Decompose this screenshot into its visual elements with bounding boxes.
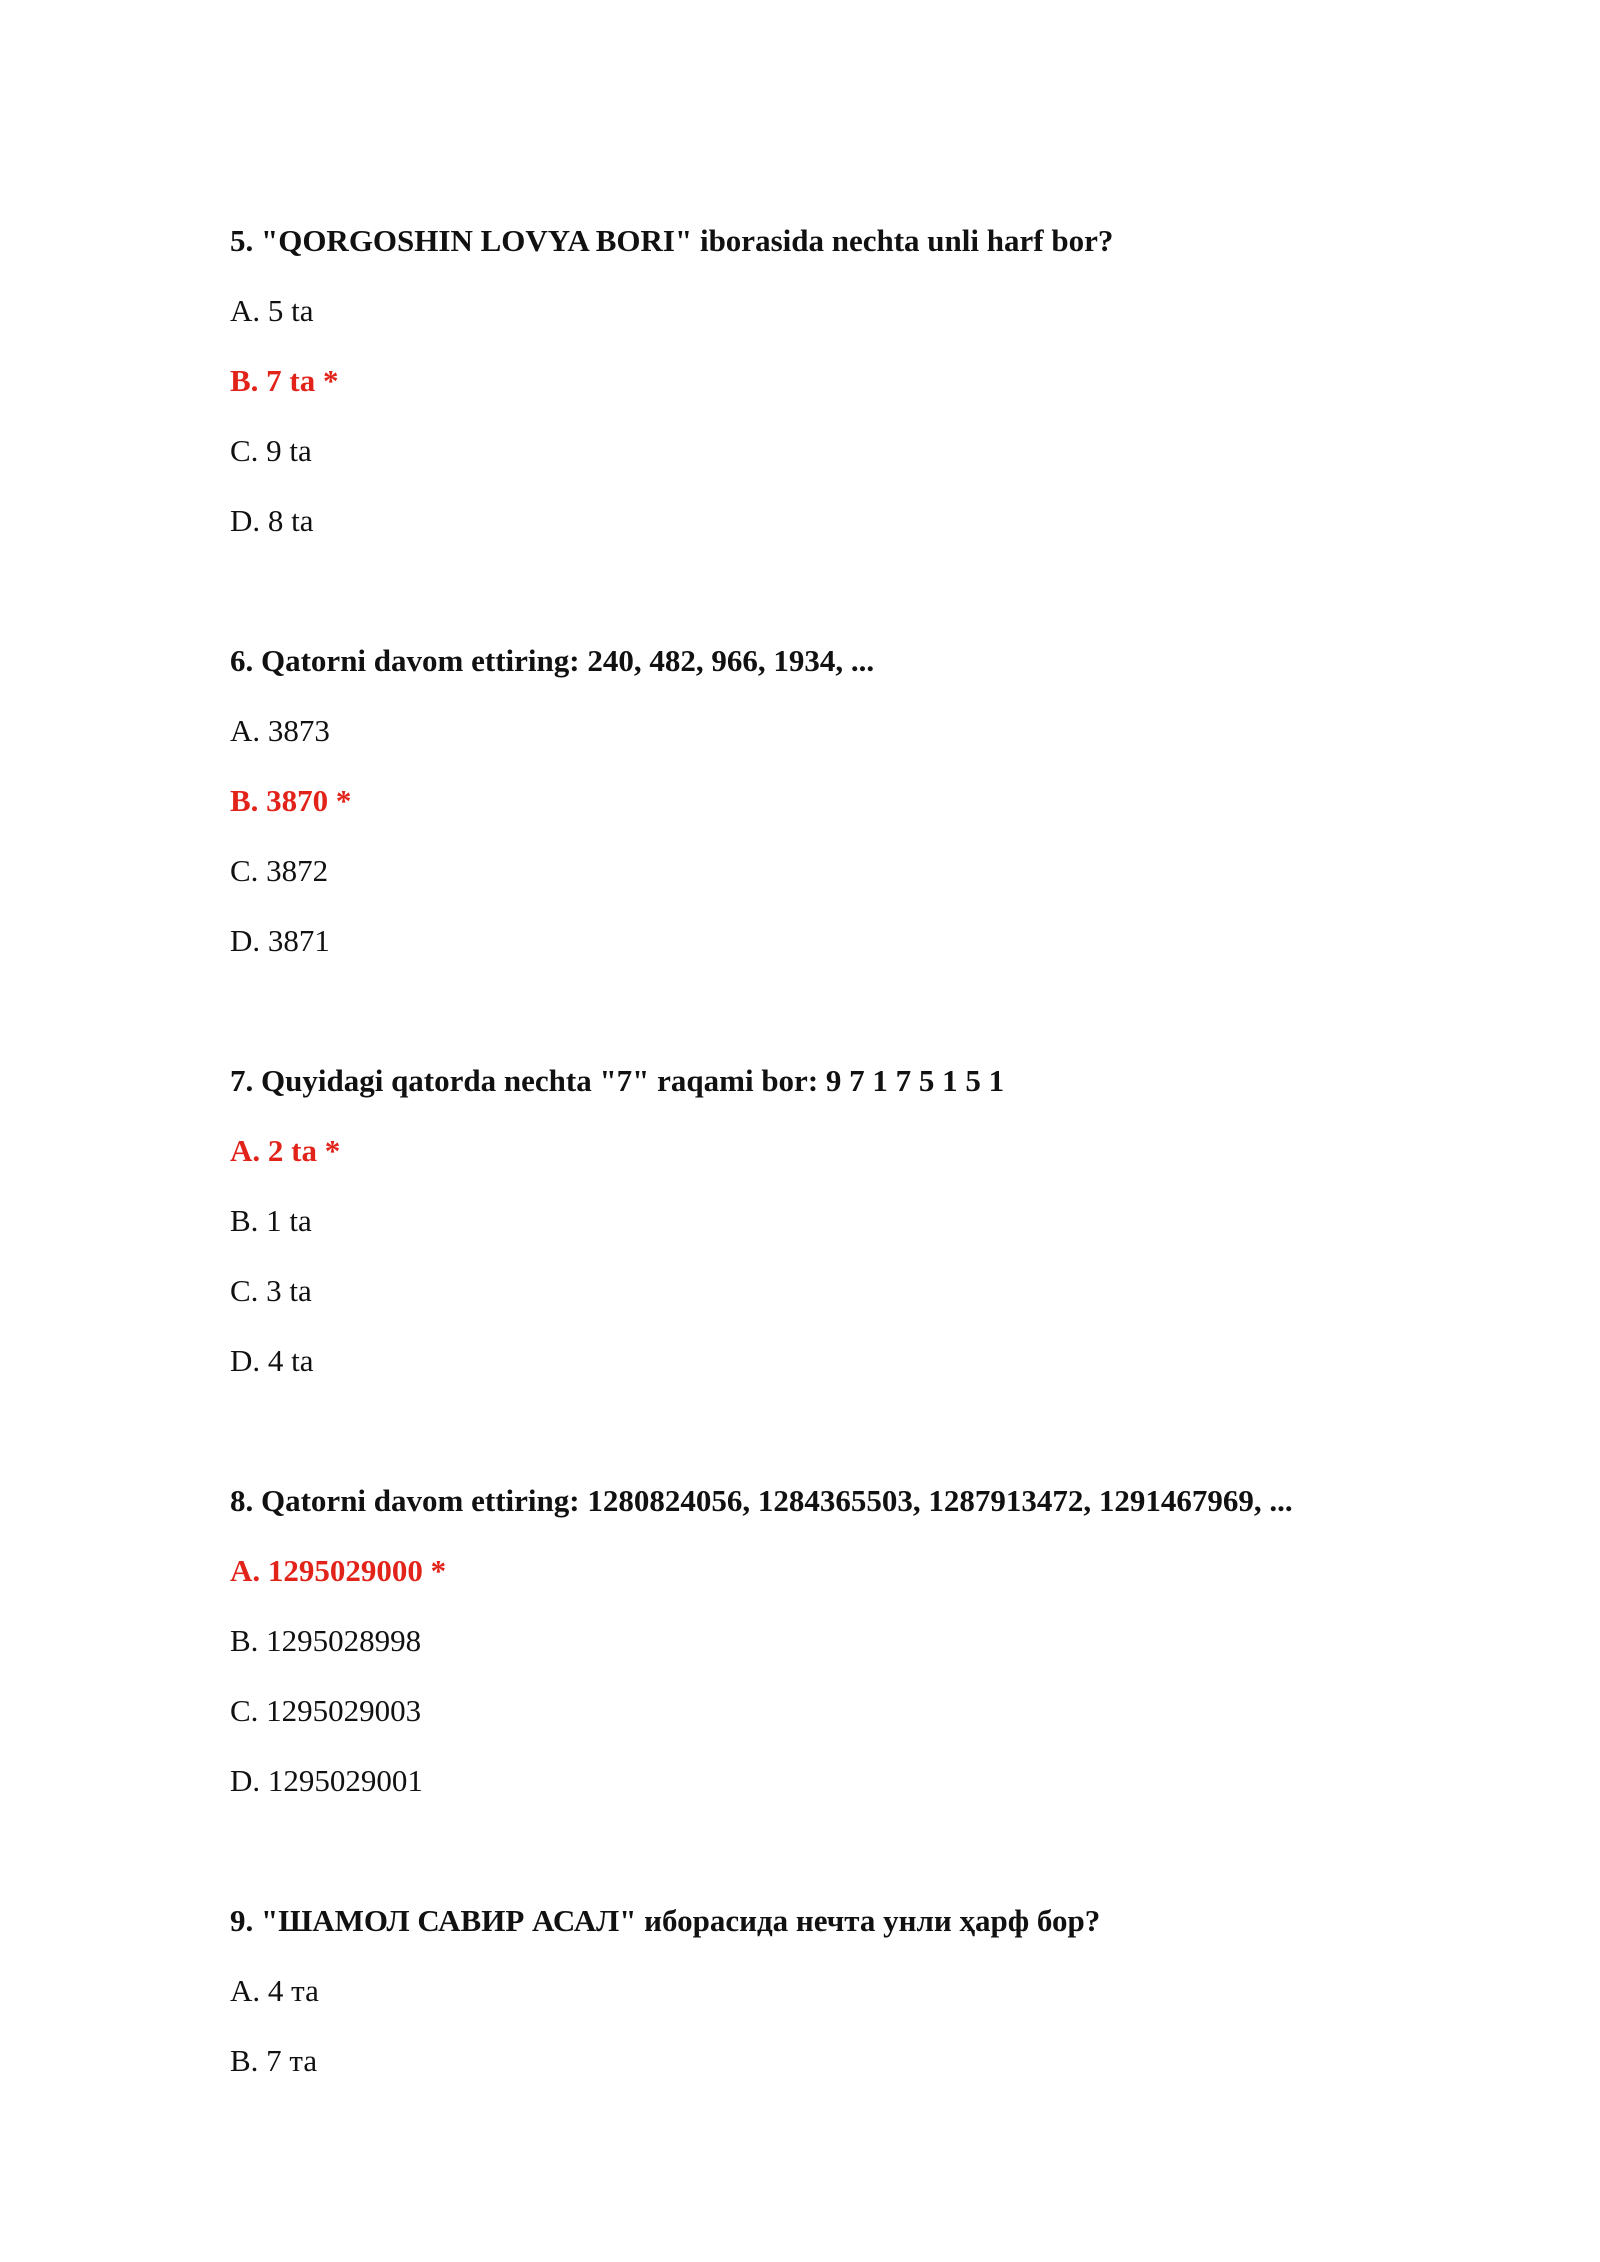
option-b: B. 1 ta: [230, 1203, 312, 1238]
option-a: A. 4 та: [230, 1973, 319, 2008]
option-b-correct: B. 7 ta *: [230, 363, 339, 398]
question-5: [230, 221, 1530, 541]
option-a-correct: A. 1295029000 *: [230, 1553, 447, 1588]
question-7: [230, 1061, 1530, 1381]
option-d: D. 1295029001: [230, 1763, 423, 1798]
option-c: C. 1295029003: [230, 1693, 422, 1728]
option-a: A. 5 ta: [230, 293, 314, 328]
option-c: C. 3 ta: [230, 1273, 312, 1308]
option-d: D. 3871: [230, 923, 330, 958]
option-c: C. 9 ta: [230, 433, 312, 468]
option-b: B. 1295028998: [230, 1623, 422, 1658]
question-text: 6. Qatorni davom ettiring: 240, 482, 966, 1934, ...: [230, 643, 875, 678]
question-text: 5. "QORGOSHIN LOVYA BORI" iborasida nechta unli harf bor?: [230, 223, 1114, 258]
option-a: A. 3873: [230, 713, 330, 748]
option-b-correct: B. 3870 *: [230, 783, 352, 818]
question-text: 9. "ШАМОЛ САВИР АСАЛ" иборасида нечта унли ҳарф бор?: [230, 1903, 1101, 1938]
question-text: 8. Qatorni davom ettiring: 1280824056, 1284365503, 1287913472, 1291467969, ...: [230, 1483, 1293, 1518]
question-8: [230, 1481, 1530, 1801]
option-b: B. 7 та: [230, 2043, 318, 2078]
question-9: [230, 1901, 1530, 2081]
option-d: D. 8 ta: [230, 503, 314, 538]
option-d: D. 4 ta: [230, 1343, 314, 1378]
question-6: [230, 641, 1530, 961]
option-c: C. 3872: [230, 853, 329, 888]
option-a-correct: A. 2 ta *: [230, 1133, 341, 1168]
question-text: 7. Quyidagi qatorda nechta "7" raqami bor: 9 7 1 7 5 1 5 1: [230, 1063, 1005, 1098]
